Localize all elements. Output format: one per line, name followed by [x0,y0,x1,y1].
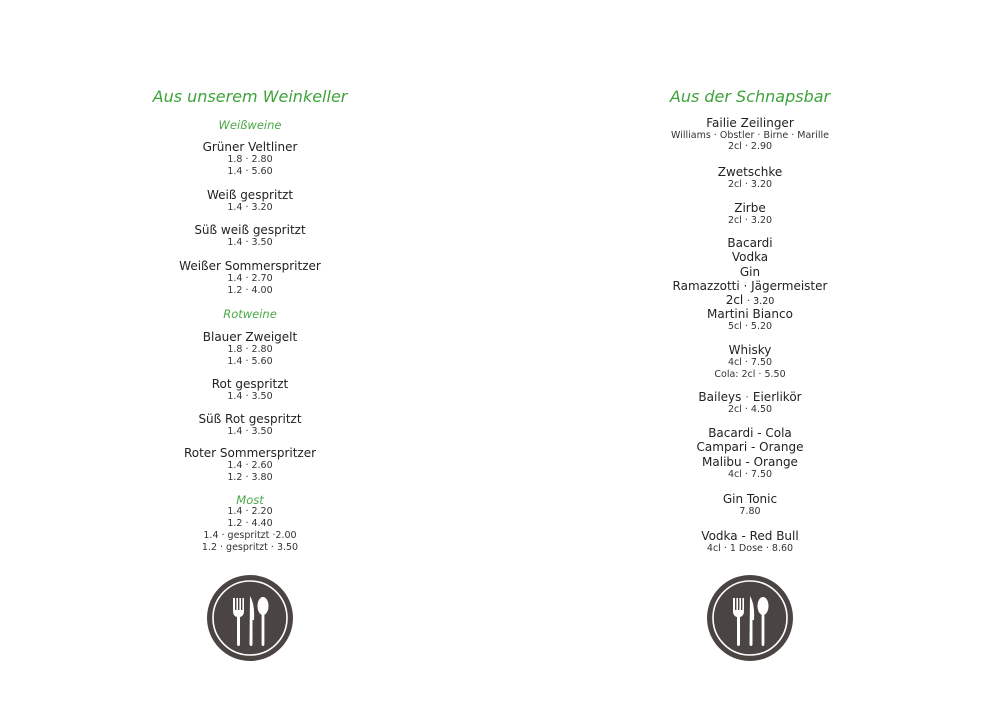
menu-item [90,330,410,368]
menu-item [590,492,910,518]
item-price: 1.2 · 4.40 [227,518,273,529]
item-price: 2cl · 2.90 [727,141,773,152]
item-price: 1.4 · 3.20 [227,202,273,213]
menu-item [590,307,910,333]
menu-item [590,116,910,153]
item-name: Whisky [728,343,772,357]
item-price: 1.4 · 3.50 [227,426,273,437]
wine-title: Aus unserem Weinkeller [152,87,348,106]
item-price: 5cl · 5.20 [727,321,773,332]
menu-item [590,426,910,481]
name-eierlikoer: Eierlikör [752,390,802,404]
separator-dot: · [745,390,750,404]
cutlery-icon [206,574,294,662]
item-price: 1.8 · 2.80 [227,154,273,165]
item-varieties: Williams · Obstler · Birne · Marille [671,130,829,141]
name-baileys: Baileys [698,390,742,404]
section-rotweine: Rotweine [223,307,277,321]
item-name: Vodka - Red Bull [701,529,799,543]
item-name: Weiß gespritzt [206,188,294,202]
item-price: 2cl · 3.20 [727,215,773,226]
menu-item [90,446,410,484]
item-price: 4cl · 1 Dose · 8.60 [706,543,794,554]
item-name: Campari - Orange [696,440,804,455]
section-most: Most [236,493,264,507]
price-prefix: 2cl [725,293,744,308]
item-name: Failie Zeilinger [706,116,794,130]
price-value: · 3.20 [747,296,775,308]
item-name: Grüner Veltliner [202,140,298,154]
section-weissweine: Weißweine [218,118,282,132]
item-name: Weißer Sommerspritzer [179,259,321,273]
item-price: 1.2 · 4.00 [227,285,273,296]
menu-item [90,377,410,403]
menu-item [590,236,910,309]
item-name: Zwetschke [717,165,783,179]
item-price: 2cl · 4.50 [727,404,773,415]
item-price: 1.8 · 2.80 [227,344,273,355]
menu-item [590,165,910,191]
item-name: Süß weiß gespritzt [194,223,306,237]
menu-item [590,529,910,555]
cutlery-icon [706,574,794,662]
item-name: Süß Rot gespritzt [198,412,302,426]
item-name: Roter Sommerspritzer [183,446,317,460]
item-name: Martini Bianco [707,307,793,321]
item-name: Rot gespritzt [211,377,289,391]
item-price: 1.4 · 3.50 [227,237,273,248]
item-name [590,390,910,404]
item-name: Ramazzotti · Jägermeister [672,278,828,293]
item-name: Vodka [731,250,769,265]
menu-item [90,506,410,554]
item-price: 1.4 · 2.20 [227,506,273,517]
item-name: Gin [739,264,761,279]
item-name: Bacardi [727,236,773,250]
item-price: Cola: 2cl · 5.50 [714,369,786,380]
menu-item [90,188,410,214]
item-price: 4cl · 7.50 [727,468,773,480]
item-price: 1.2 · gespritzt · 3.50 [201,542,299,553]
item-price: 2cl · 3.20 [727,179,773,190]
item-price: 7.80 [739,506,761,517]
menu-item [90,412,410,438]
item-name: Gin Tonic [722,492,778,506]
menu-item [90,259,410,297]
menu-item [90,223,410,249]
menu-item [90,140,410,178]
item-price: 1.4 · 5.60 [227,166,273,177]
item-price: 1.2 · 3.80 [227,472,273,483]
item-price: 1.4 · 3.50 [227,391,273,402]
menu-item [590,390,910,416]
item-name: Blauer Zweigelt [202,330,298,344]
item-price: 1.4 · gespritzt ·2.00 [203,530,297,541]
item-price: 4cl · 7.50 [727,357,773,368]
item-price: 1.4 · 2.70 [227,273,273,284]
menu-item [590,343,910,381]
item-price: 1.4 · 2.60 [227,460,273,471]
menu-item [590,201,910,227]
schnaps-title: Aus der Schnapsbar [669,87,831,106]
item-name: Bacardi - Cola [708,426,792,440]
item-name: Zirbe [734,201,766,215]
item-price: 1.4 · 5.60 [227,356,273,367]
item-name: Malibu - Orange [702,454,798,469]
